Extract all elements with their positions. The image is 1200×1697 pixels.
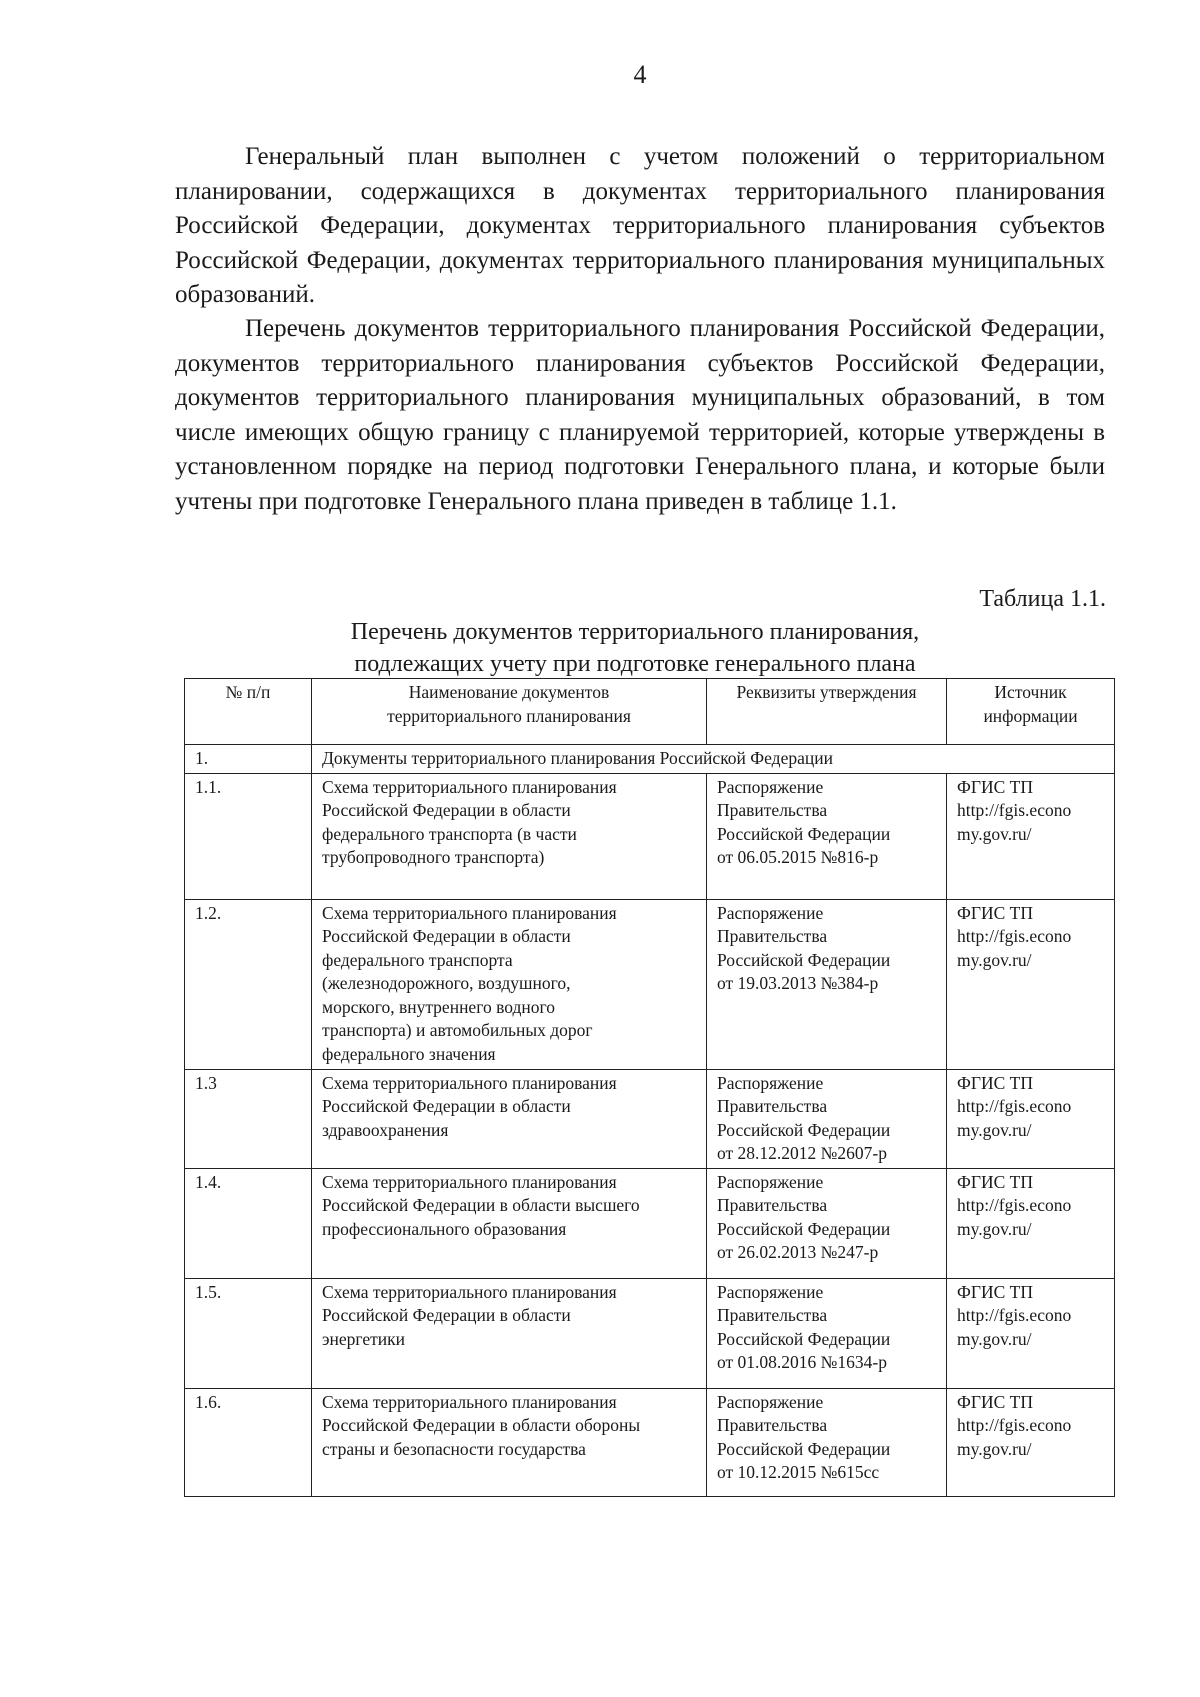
row-num: 1.5. (185, 1278, 312, 1388)
header-name (312, 679, 707, 745)
row-name-line: федерального транспорта (в части (322, 823, 577, 844)
row-requisites-line: Российской Федерации (717, 1438, 891, 1459)
row-name-line: Российской Федерации в области (322, 926, 571, 946)
row-requisites-line: Российской Федерации (717, 1328, 891, 1349)
row-requisites-line: от 06.05.2015 №816-р (717, 847, 879, 867)
row-name-line: федерального транспорта (322, 949, 513, 970)
row-num: 1.4. (185, 1168, 312, 1278)
row-requisites-line: Российской Федерации (717, 949, 891, 970)
row-name (312, 1388, 707, 1496)
row-requisites-line: Правительства (717, 1195, 828, 1215)
row-name-line: федерального значения (322, 1043, 496, 1064)
row-requisites (707, 1168, 947, 1278)
paragraph-text: Генеральный план выполнен с учетом положений о территориальном планировании, содержащихся в документах территориального планирования Российской Федерации, документах территориального планирования субъектов Российской Федерации, документах территориального планирования муниципальных образований. (175, 143, 1105, 308)
row-source-line: ФГИС ТП (957, 1391, 1033, 1412)
table-label: Таблица 1.1. (979, 586, 1106, 612)
section-row (185, 745, 1115, 774)
row-requisites-line: Российской Федерации (717, 1119, 891, 1140)
table-header-row (185, 679, 1115, 745)
row-name-line: энергетики (322, 1328, 405, 1349)
row-source-line: http://fgis.econo (957, 1305, 1072, 1325)
row-name-line: Российской Федерации в области (322, 800, 571, 820)
row-requisites-line: от 26.02.2013 №247-р (717, 1242, 879, 1262)
row-source-line: my.gov.ru/ (957, 1438, 1032, 1459)
row-source-line: ФГИС ТП (957, 776, 1033, 797)
table-title-line: подлежащих учету при подготовке генерального плана (354, 651, 916, 677)
row-name-line: Схема территориального планирования (322, 1391, 617, 1412)
row-source-line: http://fgis.econo (957, 926, 1072, 946)
row-num: 1.2. (185, 899, 312, 1069)
row-source-line: my.gov.ru/ (957, 949, 1032, 970)
row-requisites-line: Распоряжение (717, 1072, 824, 1093)
row-requisites (707, 899, 947, 1069)
row-source-line: my.gov.ru/ (957, 1119, 1032, 1140)
table-row (185, 1168, 1115, 1278)
row-source-line: ФГИС ТП (957, 902, 1033, 923)
section-title: Документы территориального планирования Российской Федерации (312, 745, 1115, 774)
row-source-line: ФГИС ТП (957, 1171, 1033, 1192)
row-requisites-line: Распоряжение (717, 1391, 824, 1412)
row-name-line: транспорта) и автомобильных дорог (322, 1020, 593, 1040)
body-paragraph-1 (175, 140, 1105, 313)
row-name (312, 1069, 707, 1168)
row-name-line: Схема территориального планирования (322, 1281, 617, 1302)
row-requisites (707, 1388, 947, 1496)
table-row (185, 773, 1115, 899)
row-name (312, 1168, 707, 1278)
row-requisites-line: Распоряжение (717, 1281, 824, 1302)
page-number: 4 (633, 60, 647, 89)
row-source-line: http://fgis.econo (957, 1195, 1072, 1215)
row-requisites-line: от 10.12.2015 №615сс (717, 1462, 880, 1482)
row-name-line: Российской Федерации в области (322, 1305, 571, 1325)
row-requisites-line: Российской Федерации (717, 823, 891, 844)
row-name-line: Схема территориального планирования (322, 776, 617, 797)
table-row (185, 1069, 1115, 1168)
row-name (312, 1278, 707, 1388)
row-source-line: http://fgis.econo (957, 1096, 1072, 1116)
row-name-line: Схема территориального планирования (322, 1072, 617, 1093)
row-name-line: Российской Федерации в области обороны (322, 1415, 641, 1435)
body-paragraph-2 (175, 312, 1105, 519)
row-name-line: профессионального образования (322, 1218, 567, 1239)
row-source (947, 1278, 1115, 1388)
header-source-line: Источник (994, 682, 1067, 702)
row-name-line: Схема территориального планирования (322, 1171, 617, 1192)
row-name-line: (железнодорожного, воздушного, (322, 973, 571, 993)
row-source-line: http://fgis.econo (957, 1415, 1072, 1435)
row-name-line: здравоохранения (322, 1119, 449, 1140)
row-requisites-line: Правительства (717, 800, 828, 820)
row-requisites-line: Российской Федерации (717, 1218, 891, 1239)
table-row (185, 1388, 1115, 1496)
row-source (947, 1168, 1115, 1278)
header-name-line: территориального планирования (387, 705, 631, 726)
header-source-line: информации (983, 705, 1078, 726)
table-title (285, 616, 985, 680)
row-name (312, 773, 707, 899)
row-source-line: my.gov.ru/ (957, 1328, 1032, 1349)
header-source (947, 679, 1115, 745)
row-source (947, 1388, 1115, 1496)
row-requisites (707, 1069, 947, 1168)
header-name-line: Наименование документов (408, 682, 610, 702)
row-name-line: трубопроводного транспорта) (322, 847, 545, 867)
table-title-line: Перечень документов территориального планирования, (350, 619, 920, 645)
section-num: 1. (185, 745, 312, 774)
row-requisites-line: Правительства (717, 926, 828, 946)
row-source-line: ФГИС ТП (957, 1072, 1033, 1093)
paragraph-text: Перечень документов территориального планирования Российской Федерации, документов территориального планирования субъектов Российской Федерации, документов территориального планирования муниципальных образований, в том числе имеющих общую границу с планируемой территорией, которые утверждены в установленном порядке на период подготовки Генерального плана, и которые были учтены при подготовке Генерального плана приведен в таблице 1.1. (175, 315, 1105, 515)
row-name (312, 899, 707, 1069)
row-name-line: морского, внутреннего водного (322, 996, 555, 1017)
row-requisites-line: Правительства (717, 1096, 828, 1116)
header-num: № п/п (185, 679, 312, 745)
row-source-line: http://fgis.econo (957, 800, 1072, 820)
row-source-line: my.gov.ru/ (957, 1218, 1032, 1239)
documents-table (184, 678, 1115, 1497)
row-requisites-line: Правительства (717, 1415, 828, 1435)
row-source (947, 899, 1115, 1069)
row-requisites-line: от 28.12.2012 №2607-р (717, 1143, 887, 1163)
row-requisites (707, 1278, 947, 1388)
row-requisites-line: от 19.03.2013 №384-р (717, 973, 879, 993)
table-row (185, 899, 1115, 1069)
row-name-line: страны и безопасности государства (322, 1438, 586, 1459)
row-num: 1.3 (185, 1069, 312, 1168)
row-source (947, 773, 1115, 899)
row-requisites-line: Распоряжение (717, 902, 824, 923)
row-requisites-line: от 01.08.2016 №1634-р (717, 1352, 887, 1372)
row-source-line: my.gov.ru/ (957, 823, 1032, 844)
row-requisites-line: Распоряжение (717, 776, 824, 797)
row-requisites-line: Правительства (717, 1305, 828, 1325)
row-requisites-line: Распоряжение (717, 1171, 824, 1192)
row-requisites (707, 773, 947, 899)
header-requisites: Реквизиты утверждения (707, 679, 947, 745)
row-source-line: ФГИС ТП (957, 1281, 1033, 1302)
row-num: 1.6. (185, 1388, 312, 1496)
row-source (947, 1069, 1115, 1168)
row-name-line: Российской Федерации в области (322, 1096, 571, 1116)
row-name-line: Российской Федерации в области высшего (322, 1195, 640, 1215)
row-name-line: Схема территориального планирования (322, 902, 617, 923)
table-row (185, 1278, 1115, 1388)
table-body (185, 745, 1115, 1497)
row-num: 1.1. (185, 773, 312, 899)
